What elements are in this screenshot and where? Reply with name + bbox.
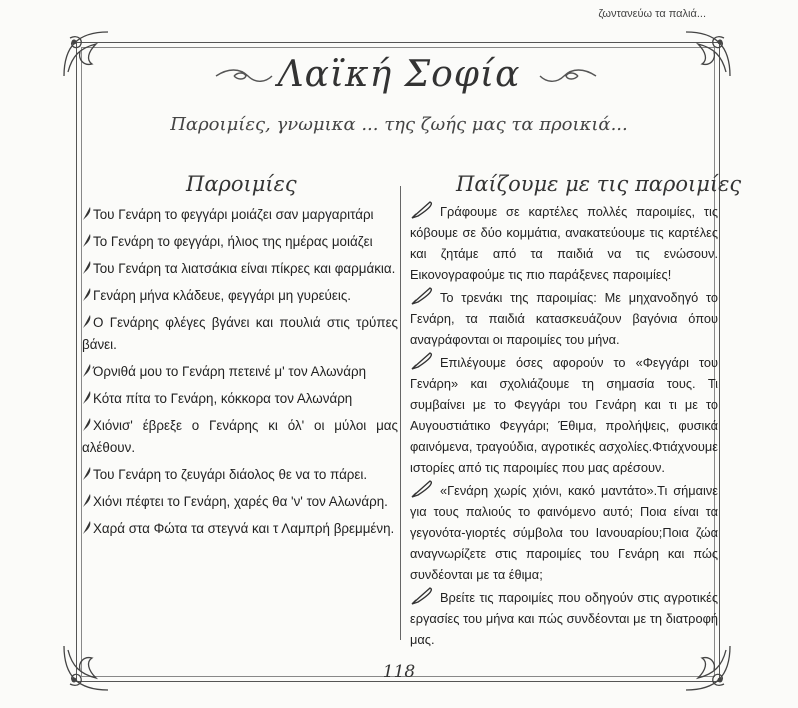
left-column-heading: Παροιμίες: [186, 172, 297, 196]
quill-pen-icon: [410, 586, 434, 606]
list-item: Βρείτε τις παροιμίες που οδηγούν στις αγροτικές εργασίες του μήνα και πώς συνδέονται με τη διατροφή μας.: [410, 586, 718, 650]
running-header: ζωντανεύω τα παλιά...: [598, 8, 706, 20]
list-item: Χιόνι πέφτει το Γενάρη, χαρές θα 'ν' τον Αλωνάρη.: [82, 491, 398, 513]
quill-pen-icon: [82, 390, 92, 405]
list-item: Γενάρη μήνα κλάδευε, φεγγάρι μη γυρεύεις.: [82, 285, 398, 307]
quill-pen-icon: [82, 417, 92, 432]
list-item: Χαρά στα Φώτα τα στεγνά και τ Λαμπρή βρεμμένη.: [82, 518, 398, 540]
quill-pen-icon: [82, 314, 92, 329]
list-item: Του Γενάρη το φεγγάρι μοιάζει σαν μαργαριτάρι: [82, 204, 398, 226]
quill-pen-icon: [82, 520, 92, 535]
quill-pen-icon: [82, 233, 92, 248]
list-item: Του Γενάρη το ζευγάρι διάολος θε να το πάρει.: [82, 464, 398, 486]
quill-pen-icon: [82, 466, 92, 481]
page-subtitle: Παροιμίες, γνωμικα ... της ζωής μας τα προικιά...: [170, 114, 628, 135]
page-number: 118: [382, 662, 416, 682]
quill-pen-icon: [82, 363, 92, 378]
list-item: Το τρενάκι της παροιμίας: Με μηχανοδηγό το Γενάρη, τα παιδιά κατασκευάζουν βαγόνια όπου αναγράφονται οι παροιμίες του μήνα.: [410, 286, 718, 350]
list-item: Το Γενάρη το φεγγάρι, ήλιος της ημέρας μοιάζει: [82, 231, 398, 253]
list-item: Κότα πίτα το Γενάρη, κόκκορα τον Αλωνάρη: [82, 388, 398, 410]
scroll-flourish-icon: [538, 66, 598, 86]
quill-pen-icon: [410, 479, 434, 499]
list-item: Του Γενάρη τα λιατσάκια είναι πίκρες και φαρμάκια.: [82, 258, 398, 280]
right-column-heading: Παίζουμε με τις παροιμίες: [456, 172, 742, 196]
page-title: Λαϊκή Σοφία: [277, 54, 521, 95]
activities-list: [410, 200, 718, 651]
quill-pen-icon: [410, 351, 434, 371]
list-item: Επιλέγουμε όσες αφορούν το «Φεγγάρι του Γενάρη» και σχολιάζουμε τη σημασία τους. Τι συμβαίνει με το Φεγγάρι του Γενάρη και τι με το Αυγουστιάτικο Φεγγάρι; Έθιμα, προλήψεις, φυσικά φαινόμενα, τραγούδια, αγροτικές ασχολίες.Φτιάχνουμε ιστορίες από τις παροιμίες που μας αρέσουν.: [410, 351, 718, 478]
list-item: Χιόνισ' έβρεξε ο Γενάρης κι όλ' οι μύλοι μας αλέθουν.: [82, 418, 398, 455]
quill-pen-icon: [410, 200, 434, 220]
proverbs-list: [82, 204, 398, 545]
quill-pen-icon: [82, 206, 92, 221]
quill-pen-icon: [82, 493, 92, 508]
column-divider: [400, 186, 401, 640]
list-item: «Γενάρη χωρίς χιόνι, κακό μαντάτο».Τι σήμαινε για τους παλιούς το φαινόμενο αυτό; Ποια είναι τα γεγονότα-γιορτές σύμβολα του Ιανουαρίου;Ποια ζώα αναγνωρίζετε στις παροιμίες του Γενάρη και πώς συνδέονται με τα έθιμα;: [410, 479, 718, 585]
quill-pen-icon: [82, 287, 92, 302]
list-item: Ο Γενάρης φλέγες βγάνει και πουλιά στις τρύπες βάνει.: [82, 315, 398, 352]
list-item: Γράφουμε σε καρτέλες πολλές παροιμίες, τις κόβουμε σε δύο κομμάτια, ανακατεύουμε τις καρτέλες και ζητάμε από τα παιδιά να τις ενώσουν. Εικονογραφούμε τις πιο παράξενες παροιμίες!: [410, 200, 718, 285]
quill-pen-icon: [82, 260, 92, 275]
quill-pen-icon: [410, 286, 434, 306]
list-item: Όρνιθά μου το Γενάρη πετεινέ μ' τον Αλωνάρη: [82, 361, 398, 383]
